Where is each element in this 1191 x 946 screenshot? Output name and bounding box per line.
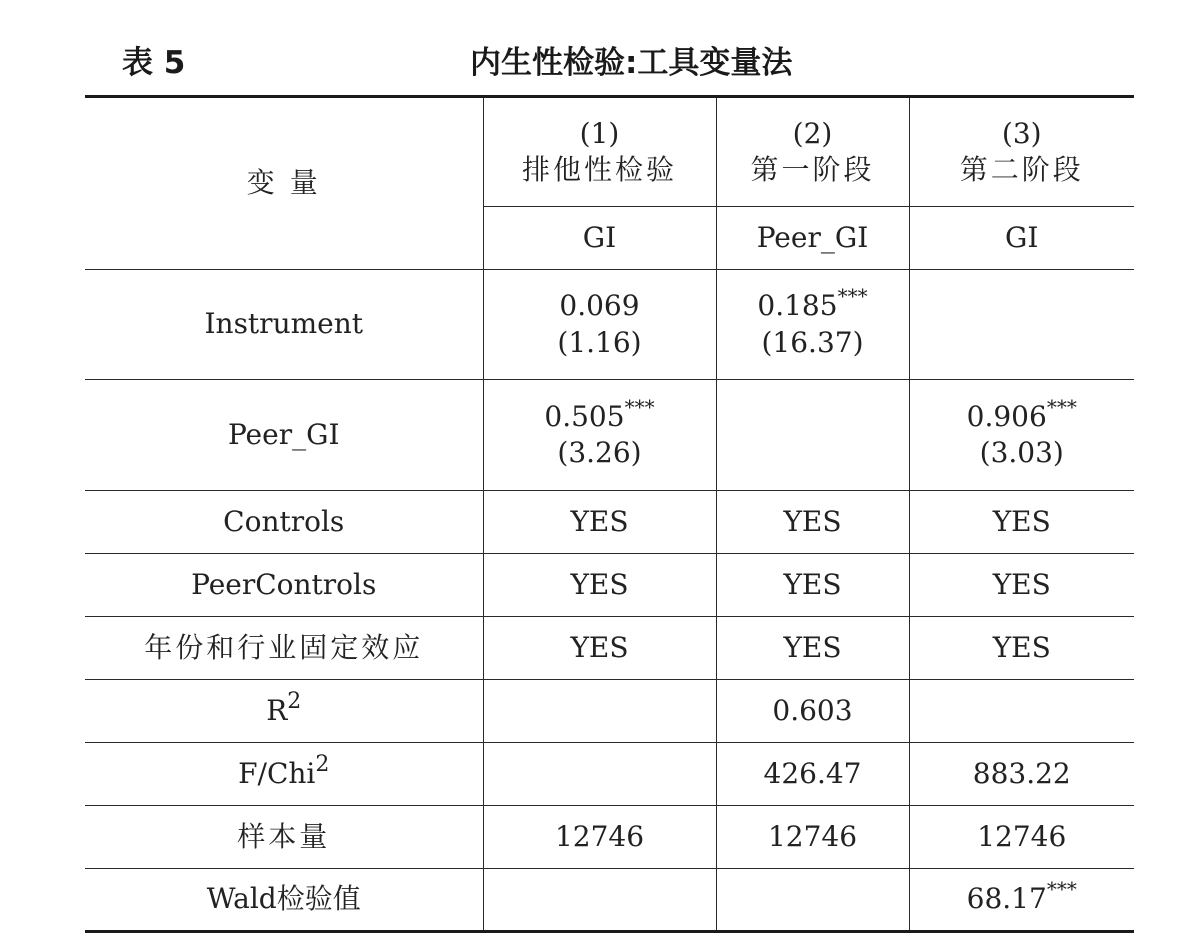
table-row-f-chi2 bbox=[85, 743, 1134, 806]
wald-col2 bbox=[716, 869, 909, 932]
table-row-instrument bbox=[85, 270, 1134, 380]
peer-gi-col2 bbox=[716, 380, 909, 491]
sample-col1: 12746 bbox=[483, 806, 716, 869]
f-chi2-col3: 883.22 bbox=[909, 743, 1134, 806]
col1-header bbox=[483, 97, 716, 207]
col3-name: 第二阶段 bbox=[959, 153, 1084, 186]
header-row-model bbox=[85, 97, 1134, 207]
col2-depvar: Peer_GI bbox=[716, 207, 909, 270]
instrument-col2 bbox=[716, 270, 909, 380]
row-label-peer-controls: PeerControls bbox=[85, 554, 483, 617]
col3-depvar: GI bbox=[909, 207, 1134, 270]
wald-col1 bbox=[483, 869, 716, 932]
r2-col2: 0.603 bbox=[716, 680, 909, 743]
sample-col2: 12746 bbox=[716, 806, 909, 869]
variable-header-cell bbox=[85, 97, 483, 270]
peer-gi-col1-stars: *** bbox=[624, 394, 655, 419]
col1-name: 排他性检验 bbox=[521, 153, 677, 186]
variable-header: 变 量 bbox=[246, 166, 321, 200]
instrument-col2-stars: *** bbox=[837, 284, 868, 309]
col2-name: 第一阶段 bbox=[750, 153, 875, 186]
row-label-r2 bbox=[85, 680, 483, 743]
fixed-effects-col1: YES bbox=[483, 617, 716, 680]
col2-header bbox=[716, 97, 909, 207]
controls-col2: YES bbox=[716, 491, 909, 554]
row-label-wald: Wald检验值 bbox=[85, 869, 483, 932]
col2-number: (2) bbox=[792, 116, 833, 150]
col1-number: (1) bbox=[579, 116, 620, 150]
row-label-instrument: Instrument bbox=[85, 270, 483, 380]
row-label-controls: Controls bbox=[85, 491, 483, 554]
col3-number: (3) bbox=[1001, 116, 1042, 150]
peer-gi-col3-stars: *** bbox=[1046, 394, 1077, 419]
r2-superscript: 2 bbox=[287, 688, 302, 714]
peer-controls-col1: YES bbox=[483, 554, 716, 617]
instrument-col1-coef: 0.069 bbox=[559, 289, 640, 323]
col3-header bbox=[909, 97, 1134, 207]
peer-gi-col1 bbox=[483, 380, 716, 491]
results-table bbox=[85, 95, 1134, 933]
row-label-peer-gi: Peer_GI bbox=[85, 380, 483, 491]
f-chi2-col2: 426.47 bbox=[716, 743, 909, 806]
r2-col3 bbox=[909, 680, 1134, 743]
peer-gi-col3-coef: 0.906 bbox=[966, 399, 1047, 433]
wald-col3-stars: *** bbox=[1046, 877, 1077, 902]
table-row-controls bbox=[85, 491, 1134, 554]
f-chi2-col1 bbox=[483, 743, 716, 806]
fixed-effects-col3: YES bbox=[909, 617, 1134, 680]
peer-gi-col3-tstat: (3.03) bbox=[979, 436, 1064, 469]
table-row-fixed-effects bbox=[85, 617, 1134, 680]
controls-col1: YES bbox=[483, 491, 716, 554]
instrument-col1-tstat: (1.16) bbox=[557, 325, 642, 359]
table-row-r2 bbox=[85, 680, 1134, 743]
instrument-col2-tstat: (16.37) bbox=[761, 325, 864, 359]
peer-gi-col1-tstat: (3.26) bbox=[557, 436, 642, 469]
table-row-peer-gi bbox=[85, 380, 1134, 491]
table-row-wald bbox=[85, 869, 1134, 932]
table-row-peer-controls bbox=[85, 554, 1134, 617]
col1-depvar: GI bbox=[483, 207, 716, 270]
wald-col3-value: 68.17 bbox=[966, 882, 1047, 916]
instrument-col1 bbox=[483, 270, 716, 380]
peer-controls-col3: YES bbox=[909, 554, 1134, 617]
r2-col1 bbox=[483, 680, 716, 743]
peer-gi-col1-coef: 0.505 bbox=[544, 399, 625, 433]
f-chi2-superscript: 2 bbox=[315, 751, 330, 777]
instrument-col3 bbox=[909, 270, 1134, 380]
controls-col3: YES bbox=[909, 491, 1134, 554]
row-label-f-chi2 bbox=[85, 743, 483, 806]
table-title: 内生性检验:工具变量法 bbox=[470, 45, 793, 81]
sample-col3: 12746 bbox=[909, 806, 1134, 869]
wald-col3 bbox=[909, 869, 1134, 932]
peer-gi-col3 bbox=[909, 380, 1134, 491]
row-label-sample-size: 样本量 bbox=[85, 806, 483, 869]
peer-controls-col2: YES bbox=[716, 554, 909, 617]
f-chi2-label: F/Chi bbox=[238, 756, 316, 790]
table-number: 表 5 bbox=[122, 45, 186, 81]
row-label-fixed-effects: 年份和行业固定效应 bbox=[85, 617, 483, 680]
fixed-effects-col2: YES bbox=[716, 617, 909, 680]
table-row-sample-size bbox=[85, 806, 1134, 869]
r2-label: R bbox=[266, 693, 288, 727]
instrument-col2-coef: 0.185 bbox=[757, 289, 838, 323]
